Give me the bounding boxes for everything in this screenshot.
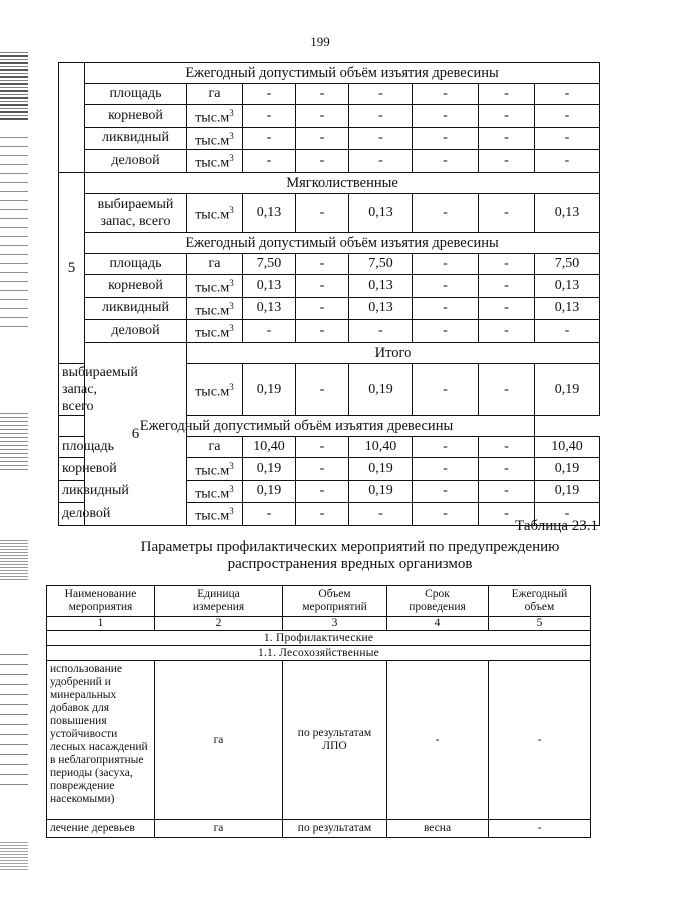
unit-cell [187, 436, 243, 457]
value-cell: - [535, 84, 600, 105]
table-row [59, 193, 600, 232]
table-caption-line2: распространения вредных организмов [227, 556, 473, 572]
column-number: 3 [283, 617, 387, 631]
scan-artifact [0, 840, 28, 870]
value-cell: - [296, 253, 349, 274]
measure-volume: по результатам [283, 820, 387, 838]
value-cell: - [296, 127, 349, 150]
row-label-text: деловой [111, 153, 160, 169]
value-cell: 7,50 [243, 253, 296, 274]
value-cell: 0,13 [535, 193, 600, 232]
row-label [59, 436, 114, 457]
measure-unit: га [155, 661, 283, 820]
unit-cell-text: тыс.м [195, 486, 230, 502]
value-cell: - [479, 457, 535, 480]
title-row [59, 342, 600, 363]
value-cell: - [243, 127, 296, 150]
measure-name: использование удобрений и минеральных добавок для повышения устойчивости лесных насаждений в неблагоприятные периоды (засуха, повреждение насекомыми) [47, 661, 155, 820]
row-label [85, 105, 187, 128]
value-cell: - [413, 127, 479, 150]
value-cell: 0,19 [535, 363, 600, 415]
row-label-text: ликвидный [62, 483, 129, 499]
row-label [85, 150, 187, 173]
row-label-line: запас, всего [62, 381, 97, 414]
header-row [47, 586, 591, 617]
value-cell: - [349, 105, 413, 128]
value-cell: - [296, 363, 349, 415]
value-cell: 0,19 [535, 457, 600, 480]
measure-annual: - [489, 661, 591, 820]
row-label-text: деловой [111, 323, 160, 339]
unit-cell [187, 253, 243, 274]
measure-name: лечение деревьев [47, 820, 155, 838]
value-cell: 0,19 [349, 363, 413, 415]
value-cell: - [479, 127, 535, 150]
value-cell: - [296, 274, 349, 297]
unit-superscript: 3 [229, 277, 234, 288]
value-cell: - [296, 480, 349, 503]
row-label-text: корневой [108, 107, 163, 123]
row-label [85, 253, 187, 274]
unit-cell-text: тыс.м [195, 133, 230, 149]
value-cell: - [479, 297, 535, 320]
unit-cell-text: тыс.м [195, 280, 230, 296]
unit-superscript: 3 [229, 130, 234, 141]
row-title: Ежегодный допустимый объём изъятия древесины [85, 63, 600, 84]
value-cell: - [413, 150, 479, 173]
header-cell: Срок проведения [387, 586, 489, 617]
unit-superscript: 3 [229, 108, 234, 118]
column-number: 5 [489, 617, 591, 631]
value-cell: - [413, 193, 479, 232]
value-cell: - [243, 84, 296, 105]
scan-artifact [0, 50, 28, 120]
column-number-row [47, 617, 591, 631]
value-cell: 10,40 [243, 436, 296, 457]
measure-volume: по результатам ЛПО [283, 661, 387, 820]
row-label [59, 363, 138, 415]
row-label-text: ликвидный [102, 300, 169, 316]
row-label [59, 503, 111, 526]
scan-artifact [0, 130, 28, 330]
value-cell: - [413, 274, 479, 297]
row-label [59, 457, 117, 480]
value-cell: - [296, 320, 349, 343]
scan-artifact [0, 410, 28, 470]
row-label [85, 274, 187, 297]
value-cell: - [479, 253, 535, 274]
value-cell: - [479, 320, 535, 343]
table-row [59, 320, 600, 343]
row-label-text: деловой [62, 506, 111, 522]
value-cell: - [243, 150, 296, 173]
unit-cell [187, 150, 243, 173]
value-cell: - [479, 150, 535, 173]
unit-cell [187, 105, 243, 128]
measure-unit: га [155, 820, 283, 838]
row-title: Ежегодный допустимый объём изъятия древесины [85, 232, 600, 253]
value-cell: - [349, 84, 413, 105]
value-cell: - [413, 253, 479, 274]
title-row [59, 232, 600, 253]
scan-artifact [0, 650, 28, 790]
value-cell: 7,50 [535, 253, 600, 274]
row-label [85, 320, 187, 343]
value-cell: 10,40 [349, 436, 413, 457]
value-cell: - [413, 503, 479, 526]
value-cell: - [296, 193, 349, 232]
unit-cell [187, 320, 243, 343]
unit-cell [187, 297, 243, 320]
value-cell: - [243, 105, 296, 128]
block-number: 6 [85, 342, 187, 525]
value-cell: 0,19 [535, 480, 600, 503]
title-row [59, 415, 600, 436]
row-label-line: выбираемый [97, 196, 174, 212]
unit-cell-text: га [208, 438, 221, 454]
unit-superscript: 3 [229, 153, 234, 164]
unit-cell [187, 84, 243, 105]
row-title: Ежегодный допустимый объём изъятия древесины [59, 415, 535, 436]
value-cell: - [413, 436, 479, 457]
value-cell: 0,19 [243, 480, 296, 503]
unit-cell-text: тыс.м [195, 155, 230, 171]
row-label-line: выбираемый [62, 364, 138, 380]
value-cell: - [296, 150, 349, 173]
row-label-text: корневой [62, 460, 117, 476]
value-cell: - [296, 436, 349, 457]
value-cell: - [243, 503, 296, 526]
header-cell: Наименование мероприятия [47, 586, 155, 617]
value-cell: 0,19 [349, 480, 413, 503]
table-row [47, 661, 591, 820]
value-cell: 0,13 [535, 274, 600, 297]
unit-cell [187, 503, 243, 526]
value-cell: - [535, 105, 600, 128]
column-number: 4 [387, 617, 489, 631]
value-cell: 0,19 [349, 457, 413, 480]
value-cell: - [479, 274, 535, 297]
header-cell: Единица измерения [155, 586, 283, 617]
unit-cell-text: тыс.м [195, 325, 230, 341]
unit-cell [187, 480, 243, 503]
value-cell: - [349, 320, 413, 343]
column-number: 1 [47, 617, 155, 631]
value-cell: - [413, 297, 479, 320]
unit-superscript: 3 [229, 205, 234, 216]
row-label-text: площадь [109, 86, 162, 101]
value-cell: 0,13 [243, 274, 296, 297]
unit-cell [187, 127, 243, 150]
row-label [85, 127, 187, 150]
value-cell: 0,13 [349, 297, 413, 320]
table-row [59, 274, 600, 297]
value-cell: - [479, 503, 535, 526]
value-cell: 0,13 [243, 297, 296, 320]
value-cell: 0,19 [243, 363, 296, 415]
value-cell: - [479, 436, 535, 457]
unit-cell [187, 457, 243, 480]
header-cell: Объем мероприятий [283, 586, 387, 617]
section-row [47, 631, 591, 646]
value-cell: - [413, 480, 479, 503]
table-caption-line1: Параметры профилактических мероприятий по предупреждению [140, 539, 560, 555]
table-row [59, 127, 600, 150]
unit-superscript: 3 [229, 460, 234, 471]
row-label-text: площадь [109, 255, 162, 271]
value-cell: 0,19 [243, 457, 296, 480]
value-cell: - [479, 105, 535, 128]
value-cell: - [413, 457, 479, 480]
value-cell: - [535, 320, 600, 343]
column-number: 2 [155, 617, 283, 631]
value-cell: 0,13 [535, 297, 600, 320]
table-row [59, 253, 600, 274]
value-cell: - [479, 480, 535, 503]
unit-cell [187, 363, 243, 415]
value-cell: - [479, 193, 535, 232]
unit-superscript: 3 [229, 381, 234, 392]
unit-cell [187, 274, 243, 297]
table-row [47, 820, 591, 838]
unit-cell-text: тыс.м [195, 384, 230, 400]
row-label [85, 84, 187, 105]
unit-cell-text: га [208, 255, 221, 271]
block-number: 5 [59, 172, 85, 363]
value-cell: - [349, 503, 413, 526]
unit-cell [187, 193, 243, 232]
table-row [59, 150, 600, 173]
value-cell: - [535, 150, 600, 173]
value-cell: - [296, 105, 349, 128]
value-cell: - [413, 105, 479, 128]
timber-volume-table [58, 62, 600, 526]
table-row [59, 105, 600, 128]
unit-cell-text: тыс.м [195, 110, 230, 126]
value-cell: - [296, 503, 349, 526]
unit-superscript: 3 [229, 323, 234, 334]
value-cell: 0,13 [243, 193, 296, 232]
section-title: 1. Профилактические [47, 631, 591, 646]
row-label-text: корневой [108, 277, 163, 293]
title-row [59, 63, 600, 84]
row-title: Итого [187, 342, 600, 363]
value-cell: - [479, 363, 535, 415]
value-cell: 0,13 [349, 193, 413, 232]
row-label [85, 193, 187, 232]
unit-cell-text: тыс.м [195, 463, 230, 479]
unit-cell-text: тыс.м [195, 207, 230, 223]
row-label [85, 297, 187, 320]
unit-cell-text: га [208, 86, 221, 101]
value-cell: 0,13 [349, 274, 413, 297]
table-label: Таблица 23.1 [515, 518, 598, 534]
value-cell: - [349, 127, 413, 150]
measure-annual: - [489, 820, 591, 838]
row-label-text: ликвидный [102, 130, 169, 146]
measure-term: весна [387, 820, 489, 838]
subsection-title: 1.1. Лесохозяйственные [47, 646, 591, 661]
unit-superscript: 3 [229, 300, 234, 311]
value-cell: - [296, 297, 349, 320]
value-cell: - [479, 84, 535, 105]
prevention-measures-table [46, 585, 591, 838]
header-cell: Ежегодный объем [489, 586, 591, 617]
row-title: Мягколиственные [85, 172, 600, 193]
title-row [59, 172, 600, 193]
value-cell: - [243, 320, 296, 343]
value-cell: - [535, 127, 600, 150]
value-cell: - [296, 457, 349, 480]
unit-cell-text: тыс.м [195, 508, 230, 524]
block-number [59, 63, 85, 173]
value-cell: - [413, 320, 479, 343]
value-cell: - [413, 363, 479, 415]
unit-superscript: 3 [229, 506, 234, 517]
unit-superscript: 3 [229, 483, 234, 494]
value-cell: 10,40 [535, 436, 600, 457]
table-row [59, 84, 600, 105]
measure-term: - [387, 661, 489, 820]
unit-cell-text: тыс.м [195, 303, 230, 319]
row-label [59, 480, 129, 503]
value-cell: 7,50 [349, 253, 413, 274]
value-cell: - [296, 84, 349, 105]
table-row [59, 297, 600, 320]
subsection-row [47, 646, 591, 661]
value-cell: - [535, 503, 600, 526]
page-number: 199 [310, 34, 330, 49]
value-cell: - [413, 84, 479, 105]
value-cell: - [349, 150, 413, 173]
row-label-line: запас, всего [100, 213, 171, 229]
row-label-text: площадь [62, 438, 114, 454]
